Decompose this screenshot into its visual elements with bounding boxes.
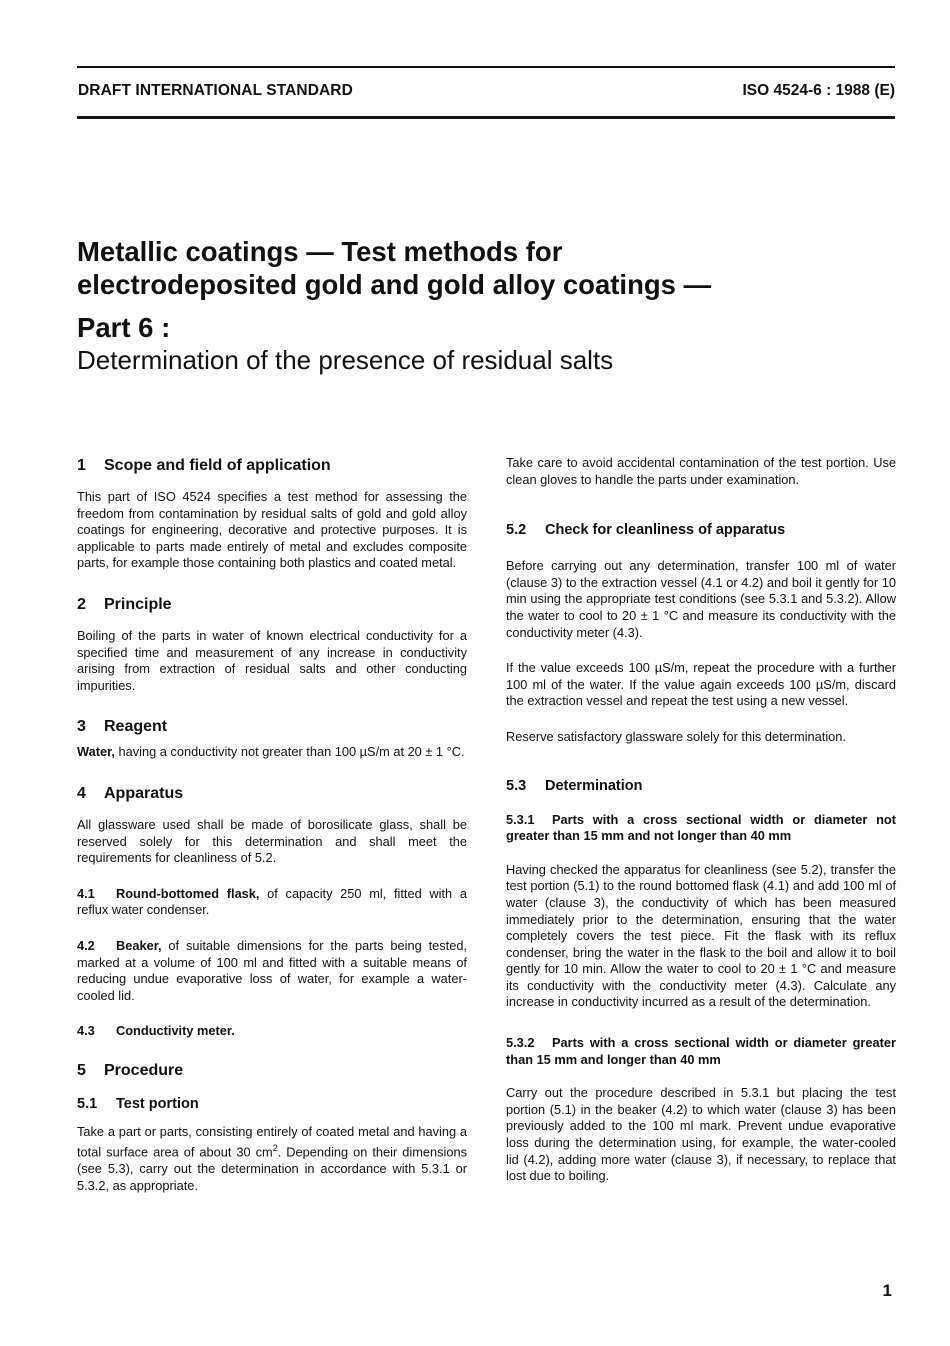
item-4-2: 4.2 Beaker, of suitable dimensions for the parts being tested, marked at a volume of 100 ml and fitted with a suitable means of reducing undue evaporative loss of water, for example a water-cooled lid.: [77, 937, 467, 1003]
section-5-2: [506, 520, 896, 745]
section-1-heading: 1 Scope and field of application: [77, 457, 331, 474]
header-document-status: DRAFT INTERNATIONAL STANDARD: [78, 82, 353, 99]
section-4-text: All glassware used shall be made of borosilicate glass, shall be reserved solely for this determination and shall meet the requirements for cleanliness of 5.2.: [77, 816, 467, 866]
title-subtitle: Determination of the presence of residual salts: [77, 345, 614, 375]
section-5-3-1-text: Having checked the apparatus for cleanliness (see 5.2), transfer the test portion (5.1) to the round bottomed flask (4.1) and add 100 ml of water (clause 3), the conductivity of which has been measured immediately prior to the determination, ensuring that the water completely covers the test piece. Fit the flask with its reflux condenser, bring the water in the flask to the boil and allow it to boil gently for 10 min. Allow the water to cool to 20 ± 1 °C and measure its conductivity with the conductivity meter (4.3). Calculate any increase in conductivity incurred as a result of the determination.: [506, 861, 896, 1010]
section-5-2-para-1: Before carrying out any determination, transfer 100 ml of water (clause 3) to the extraction vessel (4.1 or 4.2) and boil it gently for 10 min using the appropriate test conditions (see 5.3.1 and 5.3.2). Allow the water to cool to 20 ± 1 °C and measure its conductivity with the conductivity meter (4.3).: [506, 558, 896, 640]
test-portion-note: Take care to avoid accidental contamination of the test portion. Use clean gloves to handle the parts under examination.: [506, 455, 896, 487]
section-5-heading: 5 Procedure: [77, 1061, 184, 1079]
page-number: 1: [882, 1281, 892, 1300]
section-5-3-2-heading: 5.3.2 Parts with a cross sectional width or diameter greater than 15 mm and longer than 40 mm: [506, 1035, 896, 1067]
right-column: [506, 455, 896, 1185]
header-top-rule: [77, 66, 895, 68]
section-3: [77, 716, 467, 761]
section-5: [77, 1060, 467, 1195]
section-5-3: [506, 776, 896, 1185]
item-4-3: 4.3 Conductivity meter.: [77, 1023, 235, 1039]
section-5-3-heading: 5.3 Determination: [506, 777, 643, 794]
section-5-2-para-2: If the value exceeds 100 µS/m, repeat the procedure with a further 100 ml of the water. If the value again exceeds 100 µS/m, discard the extraction vessel and repeat the test using a new vessel.: [506, 660, 896, 709]
section-3-heading: 3 Reagent: [77, 718, 168, 736]
section-2-text: Boiling of the parts in water of known electrical conductivity for a specified time and measurement of any increase in conductivity arising from extraction of residual salts and other conducting impurities.: [77, 627, 467, 693]
left-column: [77, 455, 467, 1195]
section-5-1-text: Take a part or parts, consisting entirely of coated metal and having a total surface area of about 30 $cm^2$. Depending on their dimensions (see 5.3), carry out the determination in accordance with 5.3.1 or 5.3.2, as appropriate.: [77, 1123, 467, 1193]
section-3-text: Water, having a conductivity not greater than 100 µS/m at 20 ± 1 °C.: [77, 744, 465, 760]
header-standard-number: ISO 4524-6 : 1988 (E): [742, 82, 895, 99]
section-1-text: This part of ISO 4524 specifies a test method for assessing the freedom from contamination by residual salts of gold and gold alloy coatings for engineering, decorative and protective purposes. It is applicable to parts made entirely of metal and excludes composite parts, for example those containing both plastics and coated metal.: [77, 489, 467, 571]
section-4: [77, 783, 467, 1040]
section-1: [77, 455, 467, 572]
section-2-heading: 2 Principle: [77, 595, 172, 613]
item-4-1: 4.1 Round-bottomed flask, of capacity 250 ml, fitted with a reflux water condenser.: [77, 885, 467, 918]
section-5-2-heading: 5.2 Check for cleanliness of apparatus: [506, 522, 786, 539]
title-line-1: Metallic coatings — Test methods for: [77, 236, 563, 267]
section-5-3-2-text: Carry out the procedure described in 5.3.1 but placing the test portion (5.1) in the beaker (4.2) to which water (clause 3) has been previously added to the 100 ml mark. Prevent undue evaporative loss during the determination using, for example, the water-cooled lid (4.2), adding more water (clause 3), if necessary, to replace that lost due to boiling.: [506, 1085, 896, 1184]
section-5-1-heading: 5.1 Test portion: [77, 1095, 199, 1112]
document-title: [77, 235, 897, 376]
section-5-2-para-3: Reserve satisfactory glassware solely for this determination.: [506, 728, 846, 744]
section-2: [77, 594, 467, 694]
section-5-3-1-heading: 5.3.1 Parts with a cross sectional width or diameter not greater than 15 mm and not longer than 40 mm: [506, 811, 896, 844]
header-bottom-rule: [77, 116, 895, 119]
title-part: Part 6 :: [77, 312, 171, 343]
title-line-2: electrodeposited gold and gold alloy coatings —: [77, 269, 712, 300]
section-4-heading: 4 Apparatus: [77, 784, 184, 802]
